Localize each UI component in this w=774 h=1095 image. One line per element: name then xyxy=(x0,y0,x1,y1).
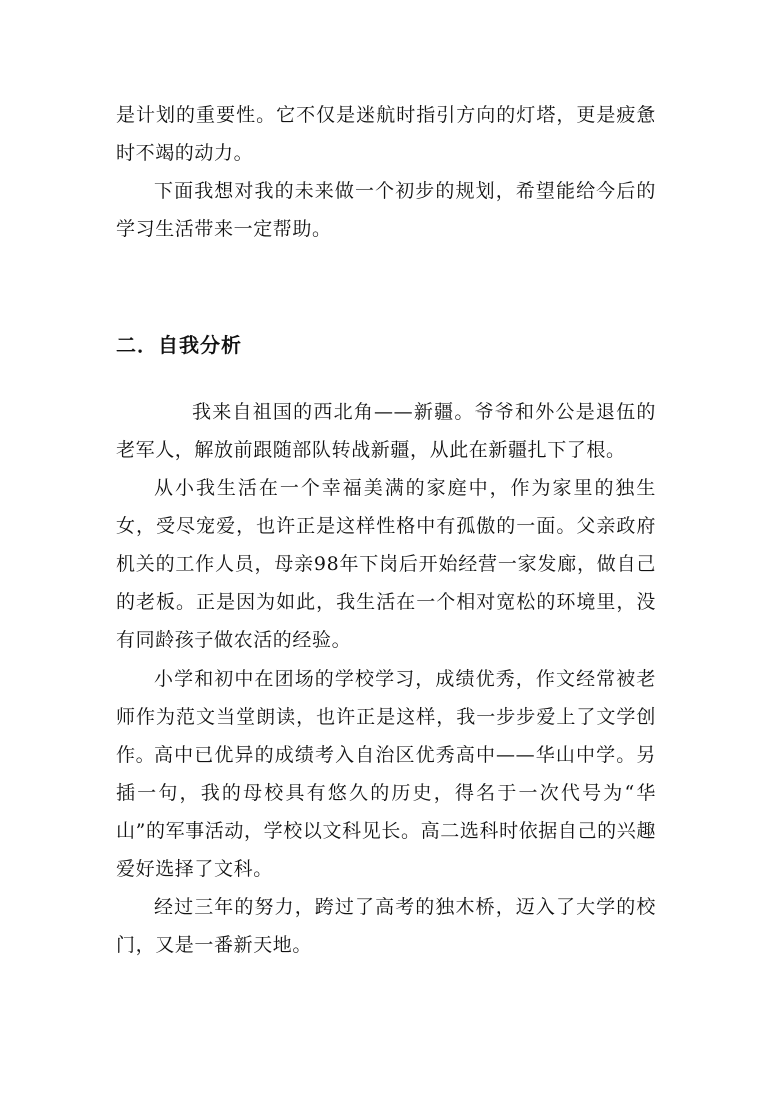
section-heading: 二．自我分析 xyxy=(116,333,242,357)
section-paragraph-3: 小学和初中在团场的学校学习，成绩优秀，作文经常被老师作为范文当堂朗读，也许正是这样，我一步步爱上了文学创作。 xyxy=(116,668,656,766)
section-paragraph-4: 高中已优异的成绩考入自治区优秀高中——华山中学。另插一句，我的母校具有悠久的历史，得名于一次代号为“华山”的军事活动，学校以文科见长。高二选科时依据自己的兴趣爱好选择了文科。 xyxy=(116,744,656,880)
section-paragraph-2: 从小我生活在一个幸福美满的家庭中，作为家里的独生女，受尽宠爱，也许正是这样性格中有孤傲的一面。父亲政府机关的工作人员，母亲98年下岗后开始经营一家发廊，做自己的老板。正是因为如此，我生活在一个相对宽松的环境里，没有同龄孩子做农活的经验。 xyxy=(116,477,656,651)
intro-paragraph-2: 下面我想对我的未来做一个初步的规划，希望能给今后的学习生活带来一定帮助。 xyxy=(116,180,656,240)
intro-paragraph-1: 是计划的重要性。它不仅是迷航时指引方向的灯塔，更是疲惫时不竭的动力。 xyxy=(116,104,656,164)
section-paragraph-1: 我来自祖国的西北角——新疆。爷爷和外公是退伍的老军人，解放前跟随部队转战新疆，从此在新疆扎下了根。 xyxy=(116,401,656,461)
section-paragraph-5: 经过三年的努力，跨过了高考的独木桥，迈入了大学的校门，又是一番新天地。 xyxy=(116,896,656,956)
